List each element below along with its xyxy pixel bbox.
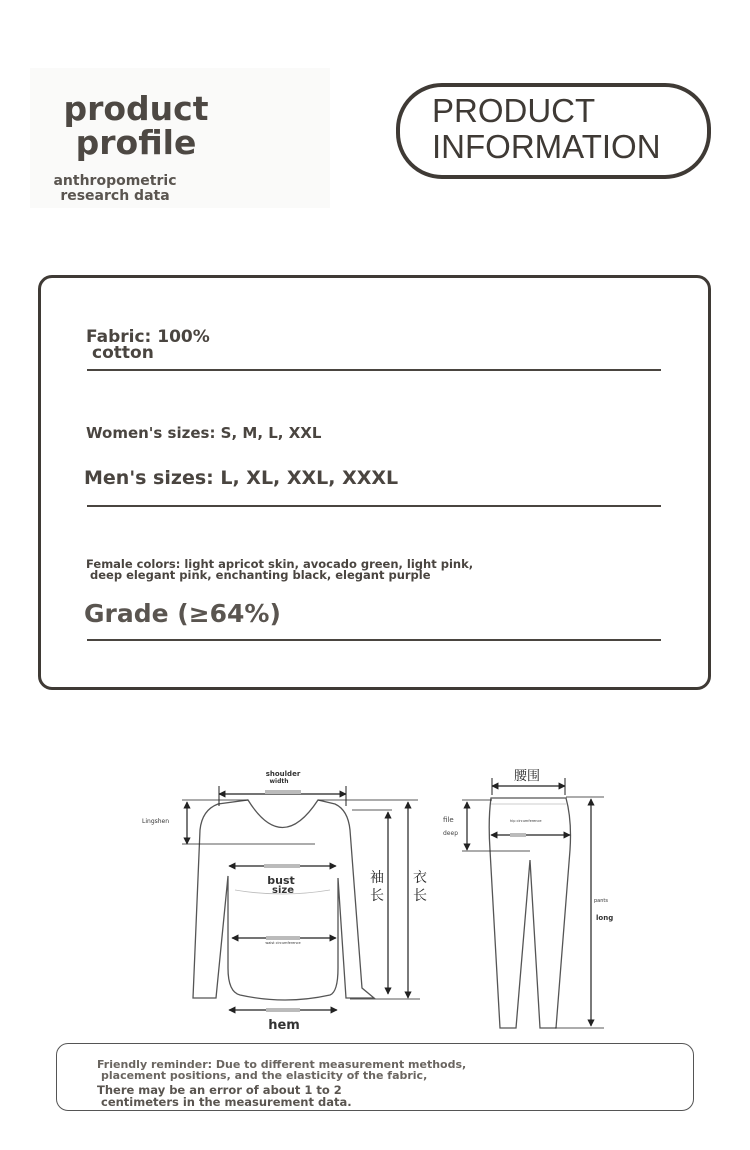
shirt-outline bbox=[193, 800, 374, 1000]
grade-text: Grade (≥64%) bbox=[84, 599, 281, 628]
hem-label: hem bbox=[268, 1018, 300, 1033]
info-title-line2: INFORMATION bbox=[432, 128, 661, 165]
file-label: file bbox=[443, 816, 454, 824]
fabric-line1: Fabric: 100% bbox=[86, 327, 210, 347]
bust-label-1: bust bbox=[267, 874, 295, 887]
reminder-line2: placement positions, and the elasticity of the fabric, bbox=[101, 1069, 428, 1082]
length-char-2: 长 bbox=[413, 888, 427, 904]
bust-swatch bbox=[264, 864, 300, 868]
bust-label-2: size bbox=[272, 885, 294, 896]
women-sizes: Women's sizes: S, M, L, XXL bbox=[86, 424, 322, 442]
sleeve-char-2: 长 bbox=[370, 888, 384, 904]
profile-title-line2: profile bbox=[75, 123, 197, 162]
shoulder-swatch bbox=[265, 790, 301, 794]
fabric-line2: cotton bbox=[92, 343, 154, 363]
shoulder-label-1: shoulder bbox=[265, 770, 301, 778]
deep-label: deep bbox=[443, 830, 458, 837]
colors-line1: Female colors: light apricot skin, avocado green, light pink, bbox=[86, 557, 474, 571]
pants-label: pants bbox=[594, 898, 608, 904]
reminder-line4: centimeters in the measurement data. bbox=[101, 1095, 352, 1109]
profile-subtitle bbox=[40, 174, 190, 204]
reminder-text-2 bbox=[97, 1084, 497, 1108]
profile-title bbox=[36, 89, 236, 162]
fabric-text bbox=[86, 329, 286, 361]
waist-swatch bbox=[266, 936, 300, 940]
reminder-line3: There may be an error of about 1 to 2 bbox=[97, 1083, 342, 1097]
size-diagram bbox=[0, 740, 750, 1040]
colors-line2: deep elegant pink, enchanting black, elegant purple bbox=[90, 568, 431, 582]
product-information-title bbox=[432, 93, 692, 165]
length-char-1: 衣 bbox=[413, 870, 427, 886]
info-title-line1: PRODUCT bbox=[432, 92, 596, 129]
reminder-line1: Friendly reminder: Due to different measurement methods, bbox=[97, 1058, 467, 1071]
pants-outline bbox=[489, 798, 570, 1028]
divider bbox=[87, 369, 661, 371]
long-label: long bbox=[596, 914, 614, 922]
waist-circumference-label: waist circumference bbox=[265, 941, 301, 945]
reminder-text-1 bbox=[97, 1059, 657, 1081]
sleeve-char-1: 袖 bbox=[370, 870, 384, 886]
men-sizes: Men's sizes: L, XL, XXL, XXXL bbox=[84, 467, 399, 489]
shoulder-label-2: width bbox=[269, 778, 289, 785]
waistband-label: 腰围 bbox=[513, 769, 541, 784]
female-colors bbox=[86, 559, 646, 581]
hip-swatch bbox=[510, 833, 526, 837]
profile-title-line1: product bbox=[63, 89, 209, 128]
hem-swatch bbox=[266, 1008, 300, 1012]
divider bbox=[87, 505, 661, 507]
divider bbox=[87, 639, 661, 641]
lingshen-label: Lingshen bbox=[142, 818, 170, 825]
hip-circumference-label: hip circumference bbox=[510, 819, 542, 823]
profile-subtitle-line1: anthropometric bbox=[53, 173, 177, 189]
profile-subtitle-line2: research data bbox=[60, 188, 170, 204]
